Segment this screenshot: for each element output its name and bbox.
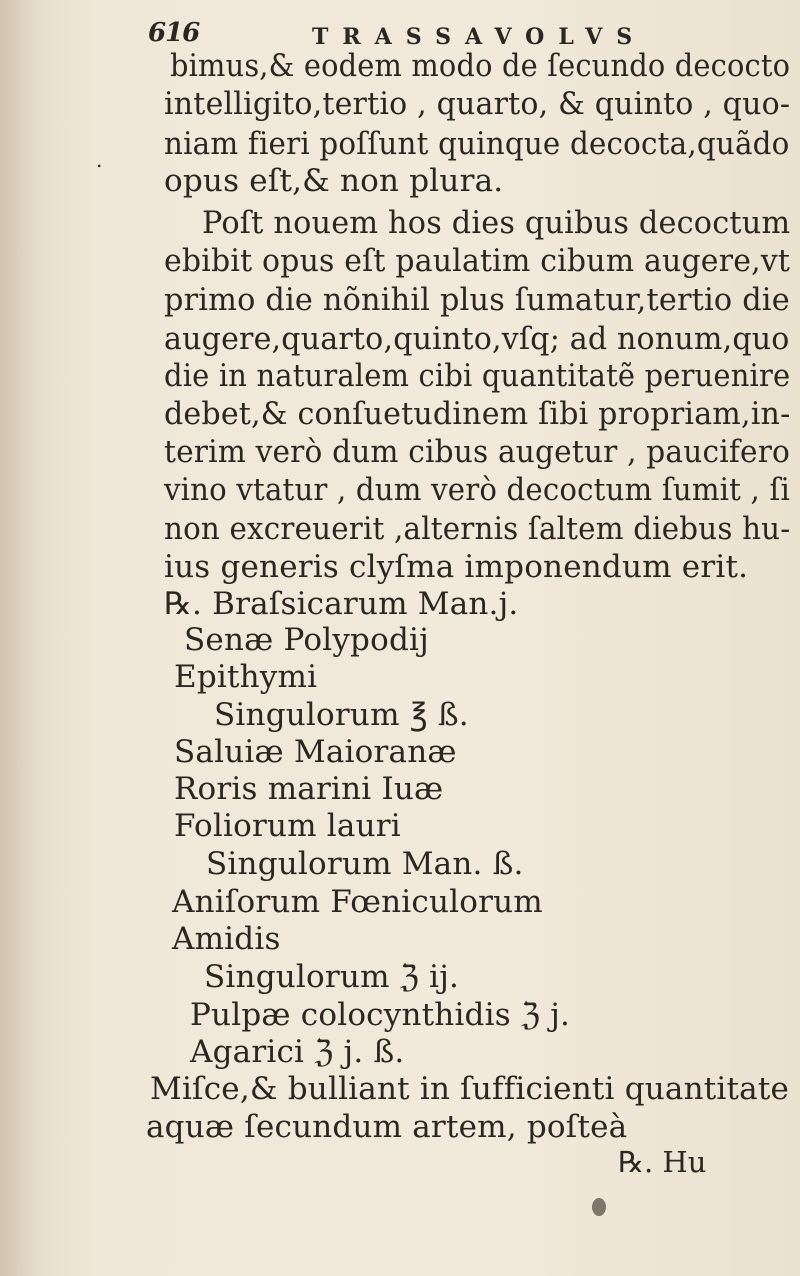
recipe-line: ℞. Braſsicarum Man.j.	[164, 586, 519, 622]
text-line: Miſce,& bulliant in ſufficienti quantitate	[150, 1071, 790, 1107]
running-head: TRASSAVOLVS	[312, 24, 647, 50]
page-number: 616	[148, 18, 200, 48]
text-line: intelligito,tertio , quarto, & quinto , quo-	[164, 86, 791, 122]
recipe-line: Agarici ℨ j. ß.	[190, 1034, 405, 1070]
text-line: non excreuerit ,alternis ſaltem diebus hu-	[164, 511, 791, 547]
text-line: debet,& conſuetudinem ſibi propriam,in-	[164, 396, 791, 432]
text-line: primo die nõnihil plus ſumatur,tertio die	[164, 282, 790, 318]
text-line: die in naturalem cibi quantitatẽ peruenire	[164, 358, 791, 394]
recipe-line: Foliorum lauri	[174, 808, 401, 844]
recipe-line: Singulorum ℨ ij.	[204, 959, 460, 995]
text-line: niam fieri poſſunt quinque decocta,quãdo	[164, 126, 790, 162]
text-line: augere,quarto,quinto,vſq; ad nonum,quo	[164, 321, 790, 357]
recipe-line: Roris marini Iuæ	[174, 771, 444, 807]
recipe-line: Amidis	[172, 921, 281, 957]
text-line: bimus,& eodem modo de ſecundo decocto	[170, 48, 791, 84]
margin-mark: .	[96, 148, 103, 172]
recipe-line: Pulpæ colocynthidis ℨ j.	[190, 997, 571, 1033]
ink-blot	[592, 1198, 606, 1216]
text-line: ebibit opus eſt paulatim cibum augere,vt	[164, 243, 791, 279]
recipe-line: Senæ Polypodij	[184, 622, 429, 658]
recipe-line: Epithymi	[174, 659, 318, 695]
recipe-line: Singulorum ℥ ß.	[214, 697, 469, 733]
gutter-shadow	[0, 0, 40, 1276]
recipe-line: Saluiæ Maioranæ	[174, 734, 457, 770]
text-line: ius generis clyſma imponendum erit.	[164, 549, 749, 585]
text-line: vino vtatur , dum verò decoctum ſumit , ſi	[164, 472, 790, 508]
recipe-line: Singulorum Man. ß.	[206, 846, 524, 882]
text-line: terim verò dum cibus augetur , paucifero	[164, 434, 791, 470]
recipe-line: Aniſorum Fœniculorum	[172, 884, 543, 920]
text-line: opus eſt,& non plura.	[164, 163, 504, 199]
catchword: ℞. Hu	[618, 1145, 707, 1179]
text-line: aquæ ſecundum artem, poſteà	[146, 1109, 628, 1145]
text-line: Poſt nouem hos dies quibus decoctum	[202, 205, 791, 241]
